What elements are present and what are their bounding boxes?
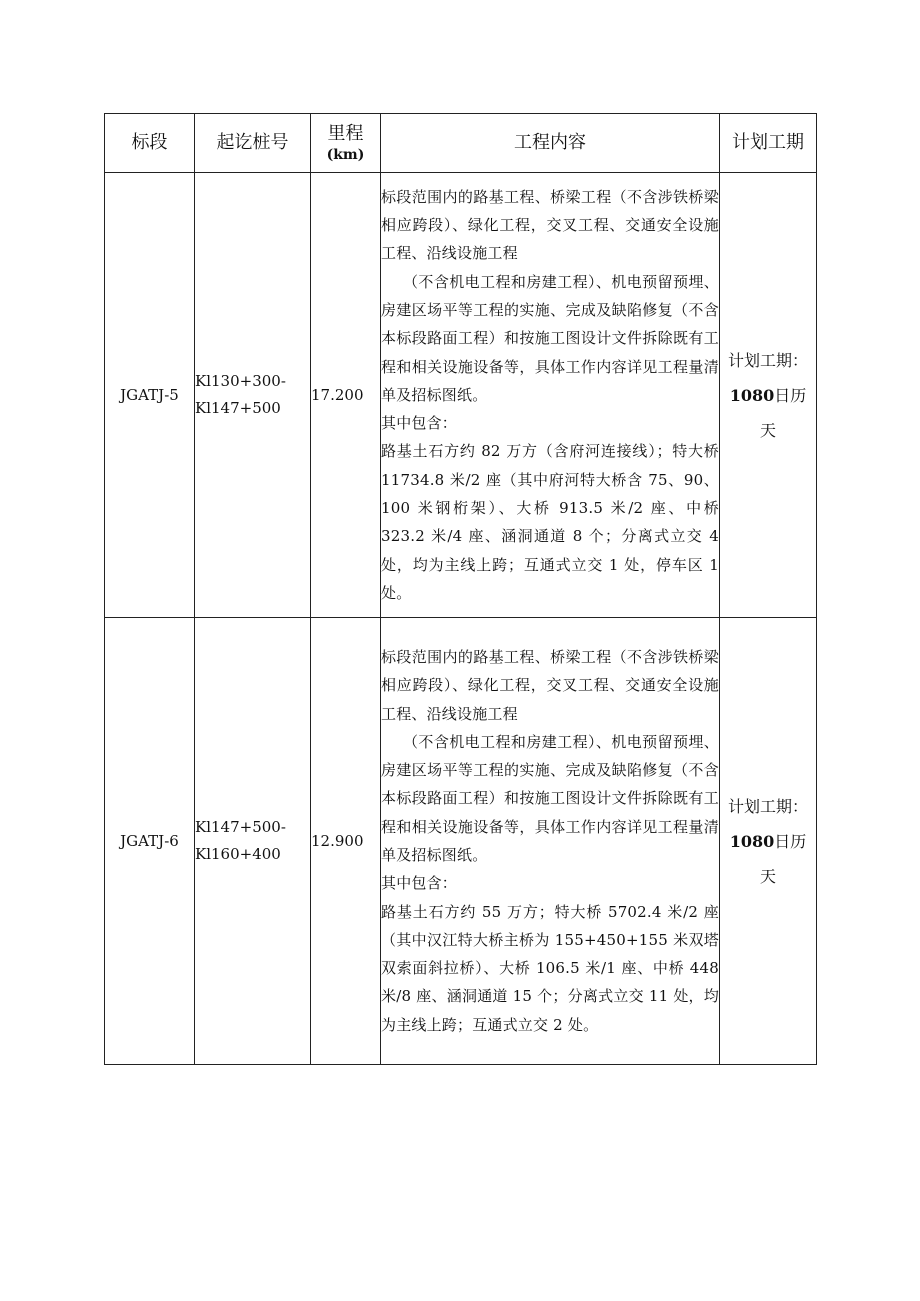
duration-cell bbox=[720, 618, 817, 1065]
table-header-row bbox=[105, 114, 817, 173]
duration-unit-b: 天 bbox=[759, 420, 776, 440]
duration-cell bbox=[720, 173, 817, 618]
stake-end: Kl147+500 bbox=[195, 399, 281, 417]
stake-start: Kl147+500- bbox=[195, 818, 286, 836]
header-length bbox=[311, 114, 381, 173]
duration-unit-b: 天 bbox=[759, 866, 776, 886]
duration-days-line bbox=[720, 824, 816, 859]
content-cell bbox=[381, 618, 720, 1065]
table-row bbox=[105, 618, 817, 1065]
content-scope: 标段范围内的路基工程、桥梁工程（不含涉铁桥梁相应跨段）、绿化工程，交叉工程、交通安全设施工程、沿线设施工程 bbox=[381, 187, 719, 263]
duration-unit-a: 日历 bbox=[774, 831, 807, 851]
table-row bbox=[105, 173, 817, 618]
stake-start: Kl130+300- bbox=[195, 372, 286, 390]
duration-days: 1080 bbox=[729, 385, 775, 405]
content-scope-detail: （不含机电工程和房建工程）、机电预留预埋、房建区场平等工程的实施、完成及缺陷修复（不含本标段路面工程）和按施工图设计文件拆除既有工程和相关设施设备等，具体工作内容详见工程量清单及招标图纸。 bbox=[381, 272, 719, 404]
content-scope-detail: （不含机电工程和房建工程）、机电预留预埋、房建区场平等工程的实施、完成及缺陷修复（不含本标段路面工程）和按施工图设计文件拆除既有工程和相关设施设备等，具体工作内容详见工程量清单及招标图纸。 bbox=[381, 732, 719, 864]
length-cell: 17.200 bbox=[311, 173, 381, 618]
header-content: 工程内容 bbox=[381, 114, 720, 173]
duration-days: 1080 bbox=[729, 831, 775, 851]
content-quantities: 路基土石方约 55 万方；特大桥 5702.4 米/2 座（其中汉江特大桥主桥为 155+450+155 米双塔双索面斜拉桥）、大桥 106.5 米/1 座、中桥 448 米/8 座、涵洞通道 15 个；分离式立交 11 处，均为主线上跨；互通式立交 2 处。 bbox=[381, 902, 719, 1034]
stake-cell bbox=[195, 618, 311, 1065]
content-quantities: 路基土石方约 82 万方（含府河连接线）；特大桥 11734.8 米/2 座（其中府河特大桥含 75、90、100 米钢桁架）、大桥 913.5 米/2 座、中桥 323.2 米/4 座、涵洞通道 8 个；分离式立交 4 处，均为主线上跨；互通式立交 1 处，停车区 1 处。 bbox=[381, 442, 719, 602]
duration-unit-a: 日历 bbox=[774, 385, 807, 405]
header-length-label: 里程 bbox=[327, 123, 364, 144]
content-cell bbox=[381, 173, 720, 618]
length-cell: 12.900 bbox=[311, 618, 381, 1065]
stake-cell bbox=[195, 173, 311, 618]
section-cell: JGATJ-5 bbox=[105, 173, 195, 618]
section-cell: JGATJ-6 bbox=[105, 618, 195, 1065]
duration-days-line bbox=[720, 378, 816, 413]
header-length-unit: (km) bbox=[326, 147, 365, 163]
stake-end: Kl160+400 bbox=[195, 845, 281, 863]
header-duration: 计划工期 bbox=[720, 114, 817, 173]
duration-label: 计划工期： bbox=[727, 350, 808, 370]
header-section: 标段 bbox=[105, 114, 195, 173]
project-plan-table bbox=[104, 113, 817, 1065]
header-stake: 起讫桩号 bbox=[195, 114, 311, 173]
content-includes-label: 其中包含： bbox=[381, 874, 458, 893]
content-scope: 标段范围内的路基工程、桥梁工程（不含涉铁桥梁相应跨段）、绿化工程，交叉工程、交通安全设施工程、沿线设施工程 bbox=[381, 647, 719, 723]
duration-label: 计划工期： bbox=[727, 796, 808, 816]
content-includes-label: 其中包含： bbox=[381, 414, 458, 433]
